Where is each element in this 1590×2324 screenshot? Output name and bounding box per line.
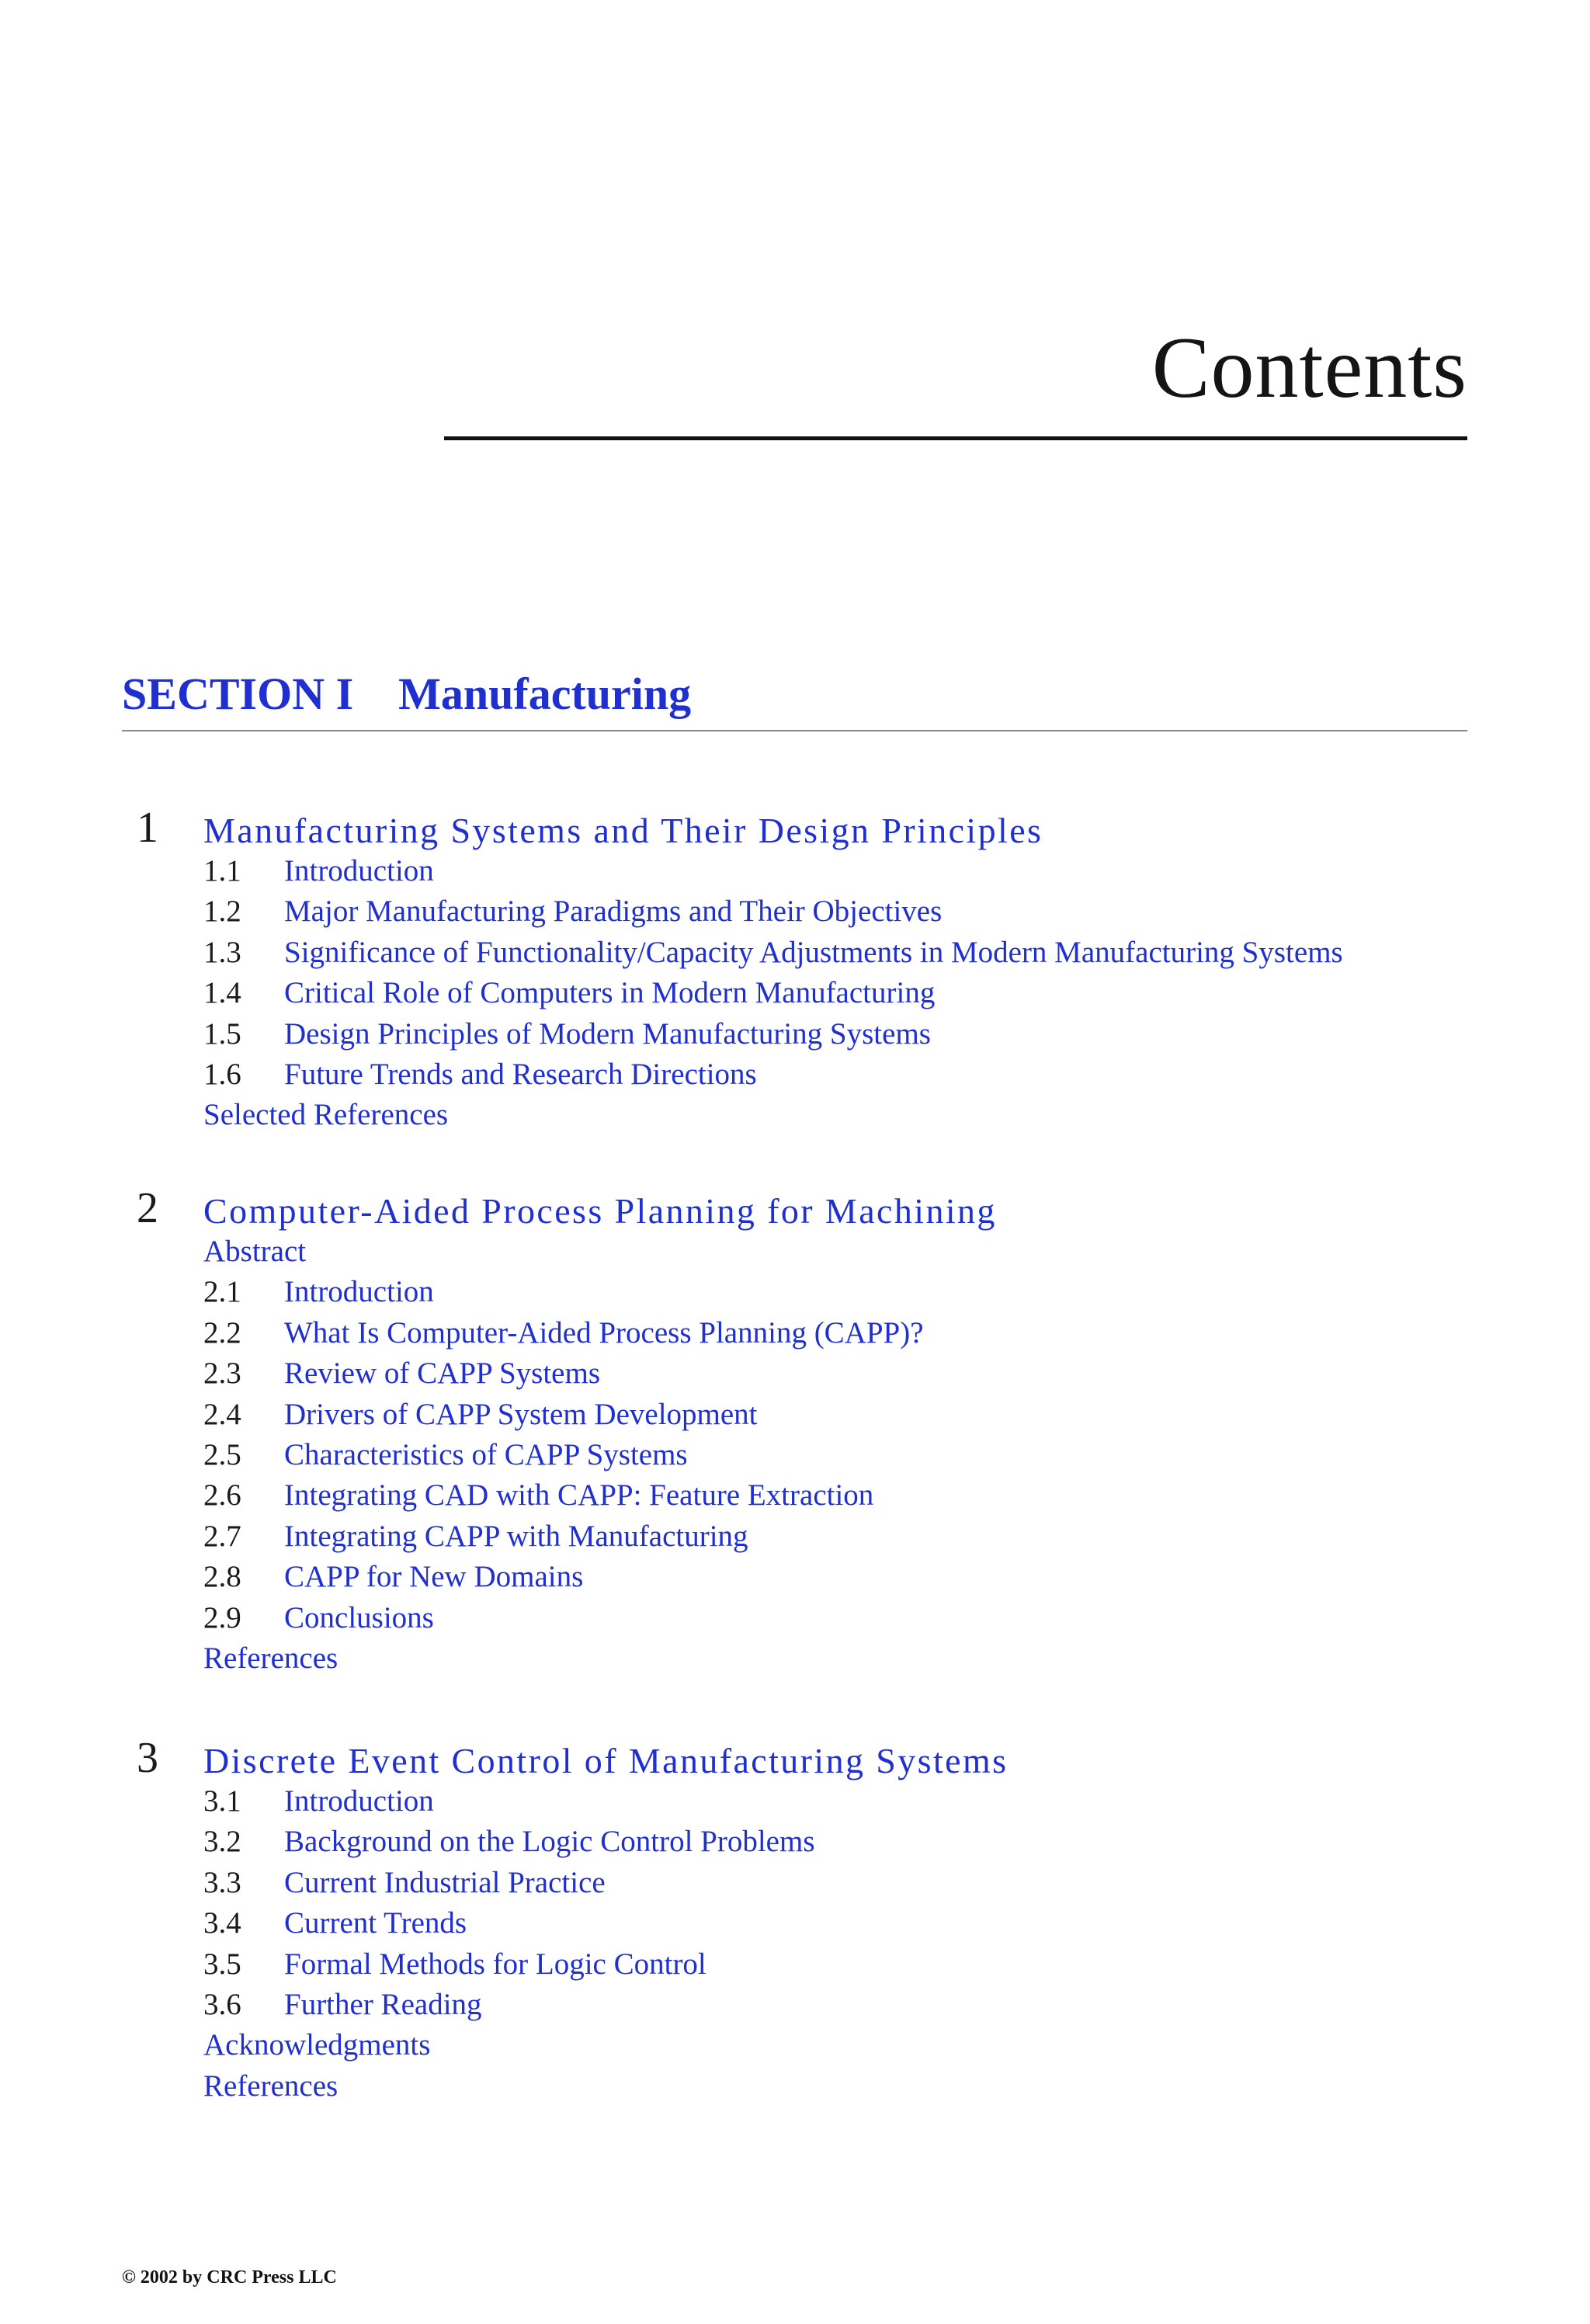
toc-entry-link[interactable]: Future Trends and Research Directions xyxy=(284,1057,757,1091)
toc-entry[interactable] xyxy=(203,1863,815,1903)
toc-entry-acknowledgments[interactable] xyxy=(203,2025,815,2065)
toc-entry-number: 3.6 xyxy=(203,1987,241,2021)
chapter-number: 1 xyxy=(137,804,158,852)
toc-entry-number: 3.4 xyxy=(203,1906,241,1940)
toc-entry[interactable] xyxy=(203,1781,815,1822)
toc-entry[interactable] xyxy=(203,1822,815,1862)
toc-entry-number: 3.3 xyxy=(203,1865,241,1899)
toc-entry[interactable] xyxy=(203,1475,924,1516)
toc-entry[interactable] xyxy=(203,1353,924,1394)
toc-entry-link[interactable]: Drivers of CAPP System Development xyxy=(284,1397,758,1431)
toc-abstract-link[interactable]: Abstract xyxy=(203,1235,307,1268)
toc-entry-number: 2.6 xyxy=(203,1478,241,1513)
toc-entry[interactable] xyxy=(203,1944,815,1985)
toc-entry[interactable] xyxy=(203,1903,815,1944)
toc-entry-link[interactable]: Major Manufacturing Paradigms and Their Objectives xyxy=(284,895,943,929)
section-number: SECTION I xyxy=(122,669,354,719)
toc-entry-number: 3.1 xyxy=(203,1784,241,1818)
toc-entry-link[interactable]: Background on the Logic Control Problems xyxy=(284,1825,815,1859)
toc-entry-number: 1.6 xyxy=(203,1057,241,1091)
toc-entry-link[interactable]: Characteristics of CAPP Systems xyxy=(284,1437,688,1471)
toc-entry[interactable] xyxy=(203,1272,924,1312)
toc-entry-references[interactable] xyxy=(203,1638,924,1679)
toc-entry-number: 3.2 xyxy=(203,1825,241,1859)
toc-entry-link[interactable]: Design Principles of Modern Manufacturing Systems xyxy=(284,1016,931,1051)
page-title: Contents xyxy=(1151,320,1467,416)
toc-entry-number: 1.4 xyxy=(203,976,241,1010)
toc-entry-number: 3.5 xyxy=(203,1947,241,1981)
toc-entry[interactable] xyxy=(203,1985,815,2025)
toc-entry[interactable] xyxy=(203,1516,924,1557)
toc-entry-number: 1.2 xyxy=(203,895,241,929)
toc-entry-number: 2.1 xyxy=(203,1275,241,1309)
toc-references-link[interactable]: References xyxy=(203,1641,338,1675)
toc-entry-link[interactable]: Introduction xyxy=(284,1275,434,1309)
toc-entry-link[interactable]: Integrating CAD with CAPP: Feature Extraction xyxy=(284,1478,874,1513)
chapter-title-link[interactable]: Computer-Aided Process Planning for Machining xyxy=(203,1191,997,1231)
toc-entry-references[interactable] xyxy=(203,2066,815,2107)
toc-entry-number: 2.7 xyxy=(203,1519,241,1553)
toc-entry[interactable] xyxy=(203,1014,1343,1054)
copyright-footer: © 2002 by CRC Press LLC xyxy=(122,2267,337,2288)
toc-references-link[interactable]: Selected References xyxy=(203,1098,449,1132)
section-title: Manufacturing xyxy=(398,669,692,719)
toc-acknowledgments-link[interactable]: Acknowledgments xyxy=(203,2028,431,2062)
toc-entry[interactable] xyxy=(203,933,1343,973)
chapter-title-link[interactable]: Manufacturing Systems and Their Design Principles xyxy=(203,811,1043,850)
toc-entry[interactable] xyxy=(203,891,1343,932)
toc-entry-link[interactable]: Review of CAPP Systems xyxy=(284,1357,601,1391)
toc-entry-link[interactable]: Introduction xyxy=(284,1784,434,1818)
toc-entry-link[interactable]: Formal Methods for Logic Control xyxy=(284,1947,706,1981)
toc-entry-link[interactable]: Significance of Functionality/Capacity Adjustments in Modern Manufacturing Systems xyxy=(284,935,1343,969)
toc-entry-number: 1.5 xyxy=(203,1016,241,1051)
toc-entry-link[interactable]: What Is Computer-Aided Process Planning (CAPP)? xyxy=(284,1315,924,1350)
toc-entry[interactable] xyxy=(203,1054,1343,1095)
chapter-title-link[interactable]: Discrete Event Control of Manufacturing Systems xyxy=(203,1741,1009,1780)
toc-entry-link[interactable]: CAPP for New Domains xyxy=(284,1560,584,1594)
toc-entry-link[interactable]: Further Reading xyxy=(284,1987,482,2021)
chapter-number: 2 xyxy=(137,1184,158,1232)
section-rule xyxy=(122,730,1467,731)
chapter-number: 3 xyxy=(137,1734,158,1782)
toc-entry-link[interactable]: Conclusions xyxy=(284,1600,434,1634)
toc-entry-references[interactable] xyxy=(203,1095,1343,1135)
toc-entry[interactable] xyxy=(203,1598,924,1638)
toc-entry-number: 2.5 xyxy=(203,1437,241,1471)
toc-entry-number: 1.3 xyxy=(203,935,241,969)
toc-entry-number: 2.3 xyxy=(203,1357,241,1391)
toc-entry-number: 1.1 xyxy=(203,854,241,888)
toc-entry-link[interactable]: Introduction xyxy=(284,854,434,888)
toc-entry-number: 2.4 xyxy=(203,1397,241,1431)
section-heading xyxy=(122,669,691,719)
toc-entry[interactable] xyxy=(203,973,1343,1013)
toc-entry-link[interactable]: Current Industrial Practice xyxy=(284,1865,606,1899)
chapter-3-entries xyxy=(203,1781,815,2107)
chapter-2-entries xyxy=(203,1231,924,1679)
toc-references-link[interactable]: References xyxy=(203,2069,338,2103)
toc-entry-link[interactable]: Critical Role of Computers in Modern Manufacturing xyxy=(284,976,936,1010)
toc-entry-abstract[interactable] xyxy=(203,1231,924,1272)
toc-entry-link[interactable]: Current Trends xyxy=(284,1906,467,1940)
toc-entry[interactable] xyxy=(203,1435,924,1475)
toc-entry-number: 2.9 xyxy=(203,1600,241,1634)
toc-entry-link[interactable]: Integrating CAPP with Manufacturing xyxy=(284,1519,748,1553)
chapter-1-entries xyxy=(203,851,1343,1136)
toc-entry-number: 2.8 xyxy=(203,1560,241,1594)
toc-entry[interactable] xyxy=(203,1557,924,1597)
toc-entry[interactable] xyxy=(203,1395,924,1435)
toc-entry[interactable] xyxy=(203,851,1343,891)
toc-entry-number: 2.2 xyxy=(203,1315,241,1350)
title-rule xyxy=(444,436,1467,440)
toc-entry[interactable] xyxy=(203,1313,924,1353)
